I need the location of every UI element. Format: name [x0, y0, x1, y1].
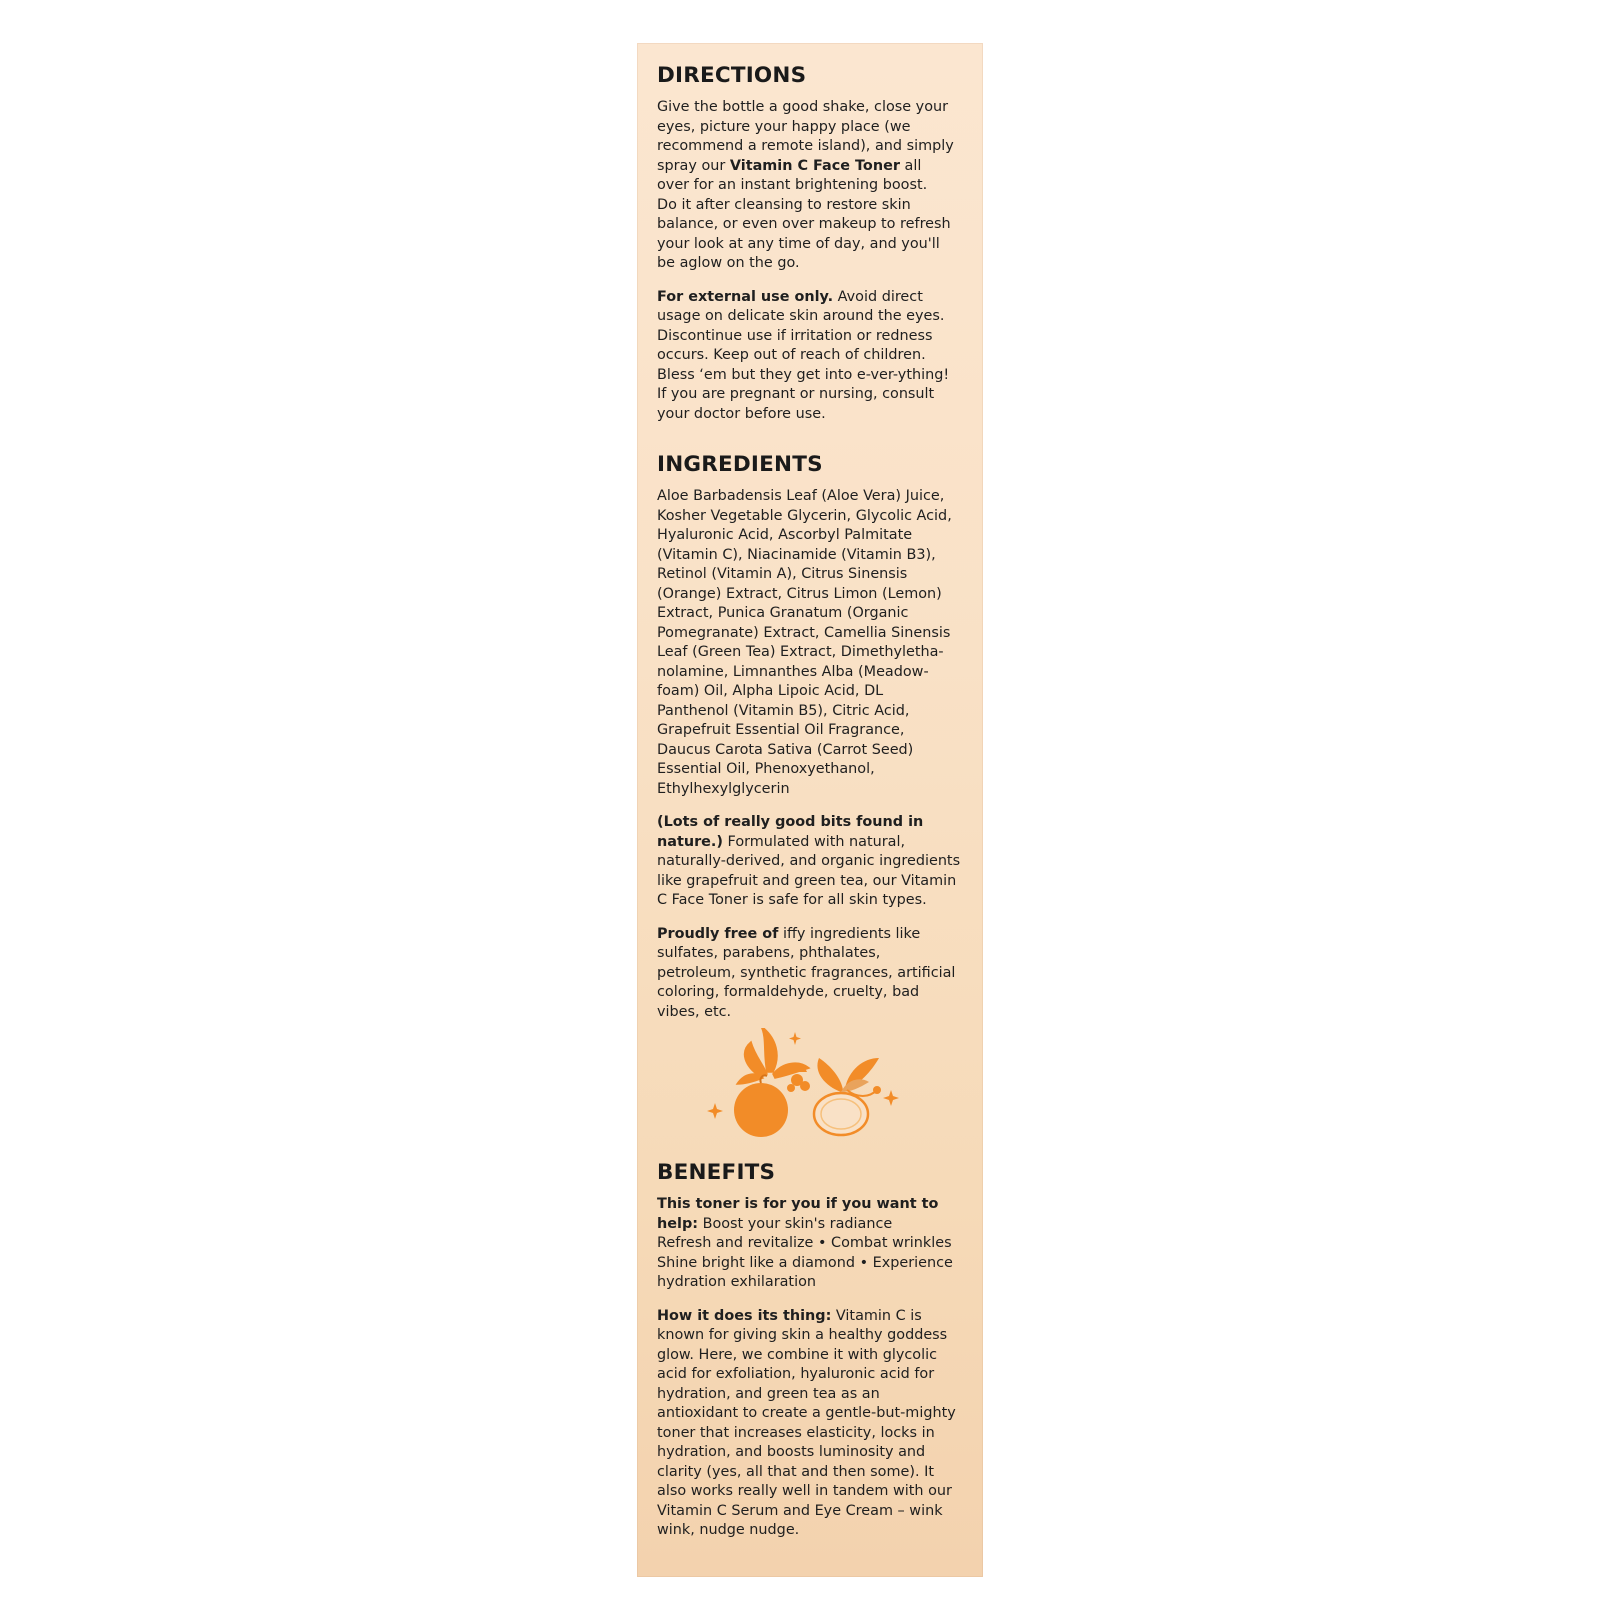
directions-text-end: all over for an instant brightening boost. Do it after cleansing to restore skin balance, or even over makeup to refresh your look at any time of day, and you'll be aglow on the go. [657, 157, 951, 271]
benefits-section [657, 1160, 967, 1541]
directions-text-start: Give the bottle a good shake, close your eyes, picture your happy place (we recommend a remote island), and simply spray our [657, 99, 954, 174]
nature-paragraph [657, 813, 967, 911]
product-name: Vitamin C Face Toner [729, 157, 900, 174]
benefits-lead: This toner is for you if you want to help: [657, 1196, 939, 1232]
branch-leaves-icon [817, 1058, 881, 1096]
free-of-text: iffy ingredients like sulfates, parabens, phthalates, petroleum, synthetic fragrances, artificial coloring, formaldehyde, cruelty, bad vibes, etc. [657, 925, 956, 1020]
how-it-works-text: Vitamin C is known for giving skin a healthy goddess glow. Here, we combine it with glycolic acid for exfoliation, hyaluronic acid for hydration, and green tea as an antioxidant to create a gentle-but-mighty toner that increases elasticity, locks in hydration, and boosts luminosity and clarity (yes, all that and then some). It also works really well in tandem with our Vitamin C Serum and Eye Cream – wink wink, nudge nudge. [657, 1307, 956, 1538]
ingredients-list: Aloe Barbadensis Leaf (Aloe Vera) Juice, Kosher Vegetable Glycerin, Glycolic Acid, Hyaluronic Acid, Ascorbyl Palmitate (Vitamin C), Niacinamide (Vitamin B3), Retinol (Vitamin A), Citrus Sinensis (Orange) Extract, Citrus Limon (Lemon) Extract, Punica Granatum (Organic Pomegranate) Extract, Camellia Sinensis Leaf (Green Tea) Extract, Dimethyletha- nolamine, Limnanthes Alba (Meadow- foam) Oil, Alpha Lipoic Acid, DL Panthenol (Vitamin B5), Citric Acid, Grapefruit Essential Oil Fragrance, Daucus Carota Sativa (Carrot Seed) Essential Oil, Phenoxyethanol, Ethylhexylglycerin [657, 488, 952, 797]
directions-heading: DIRECTIONS [657, 63, 807, 88]
free-of-lead: Proudly free of [657, 925, 779, 942]
ingredients-heading: INGREDIENTS [657, 452, 823, 477]
citrus-fruits-icon [701, 1028, 921, 1138]
directions-section [657, 63, 967, 424]
benefits-heading: BENEFITS [657, 1160, 776, 1185]
lemon-fruit-icon [814, 1093, 868, 1135]
how-it-works-lead: How it does its thing: [657, 1307, 832, 1324]
how-it-works-paragraph [657, 1307, 967, 1541]
nature-lead: (Lots of really good bits found in nature.) [657, 814, 924, 850]
directions-paragraph [657, 98, 967, 274]
label-text-column [657, 63, 967, 1555]
warning-text: Avoid direct usage on delicate skin around the eyes. Discontinue use if irritation or redness occurs. Keep out of reach of children. Bless ‘em but they get into e-ver-ything! If you are pregnant or nursing, consult your doctor before use. [657, 288, 950, 422]
benefits-paragraph [657, 1195, 967, 1293]
ingredients-section [657, 452, 967, 1022]
product-box-panel [637, 43, 983, 1577]
benefits-text: Boost your skin's radiance Refresh and revitalize • Combat wrinkles Shine bright like a diamond • Experience hydration exhilaration [657, 1215, 953, 1290]
warning-lead: For external use only. [657, 288, 834, 305]
nature-text: Formulated with natural, naturally-derived, and organic ingredients like grapefruit and green tea, our Vitamin C Face Toner is safe for all skin types. [657, 833, 961, 908]
warning-paragraph [657, 288, 967, 425]
free-of-paragraph [657, 925, 967, 1023]
orange-fruit-icon [734, 1083, 788, 1137]
